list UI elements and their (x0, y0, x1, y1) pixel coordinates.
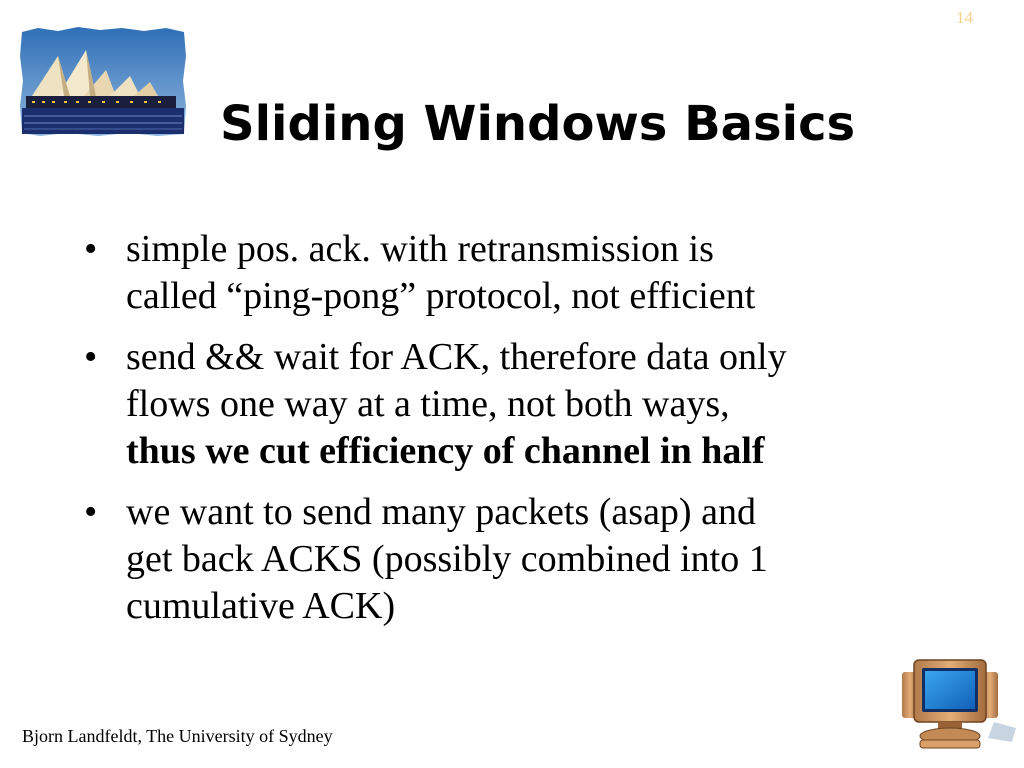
bullet-line-bold (126, 428, 944, 475)
bullet-line: called “ping-pong” protocol, not efficient (126, 275, 756, 317)
bullet-line: cumulative ACK) (126, 585, 396, 627)
bullet-symbol: • (84, 228, 98, 270)
bullet-line: get back ACKS (possibly combined into 1 (126, 538, 768, 580)
slide-number: 14 (956, 8, 973, 27)
bullet-text (126, 226, 944, 320)
bullet-line: flows one way at a time, not both ways, (126, 383, 730, 425)
bullet-item (84, 489, 944, 630)
computer-monitor-icon (896, 658, 1018, 754)
bullet-symbol: • (84, 336, 98, 378)
bullet-list (84, 226, 944, 644)
bold-emphasis: thus we cut efficiency of channel in half (126, 430, 765, 472)
bullet-line: simple pos. ack. with retransmission is (126, 228, 714, 270)
bullet-line: send && wait for ACK, therefore data only (126, 336, 787, 378)
bullet-item (84, 334, 944, 475)
sydney-opera-house-icon (18, 26, 188, 138)
bullet-text (126, 334, 944, 475)
bullet-item (84, 226, 944, 320)
bullet-symbol: • (84, 491, 98, 533)
bullet-text (126, 489, 944, 630)
footer-credit: Bjorn Landfeldt, The University of Sydney (22, 726, 333, 746)
slide-title: Sliding Windows Basics (220, 96, 856, 152)
bullet-line: we want to send many packets (asap) and (126, 491, 756, 533)
